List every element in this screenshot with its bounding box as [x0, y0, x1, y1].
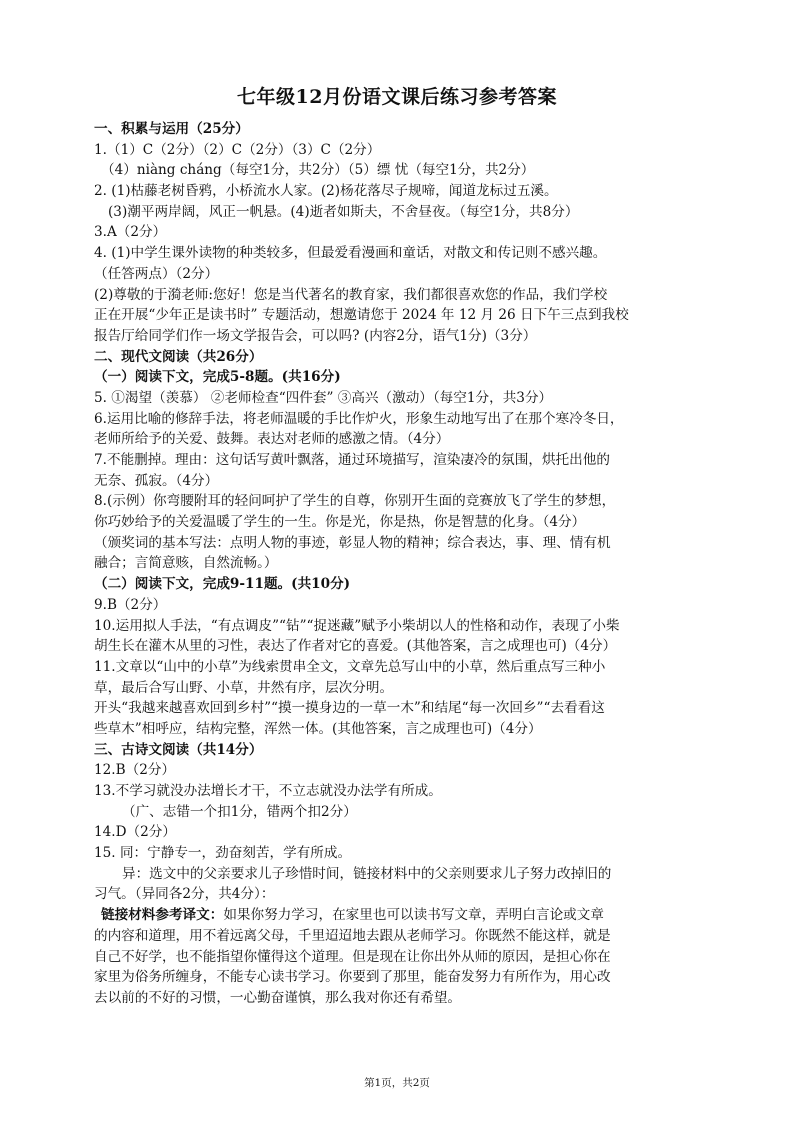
answer-line: 15. 同：宁静专一，劲奋刻苦，学有所成。	[94, 845, 352, 862]
answer-line: 14.D（2分）	[94, 824, 176, 841]
answer-line: 融合；言简意赅，自然流畅。）	[94, 555, 278, 572]
answer-line: 异：选文中的父亲要求儿子珍惜时间，链接材料中的父亲则要求儿子努力改掉旧的	[122, 865, 612, 882]
answer-line: 草，最后合写山野、小草，井然有序，层次分明。	[94, 679, 394, 696]
answer-line: 10.运用拟人手法，“有点调皮”“钻”“捉迷藏”赋予小柴胡以人的性格和动作，表现了小柴	[94, 617, 620, 634]
translation-line	[94, 905, 704, 926]
translation-text: 如果你努力学习，在家里也可以读书写文章，弄明白言论或文章	[223, 907, 604, 924]
translation-line: 自己不好学，也不能指望你懂得这个道理。但是现在让你出外从师的原因，是担心你在	[94, 948, 611, 965]
answer-body	[94, 119, 704, 1009]
answer-line: 3.A（2分）	[94, 224, 167, 241]
answer-line: 些草木”相呼应，结构完整，浑然一体。(其他答案，言之成理也可)（4分）	[94, 720, 542, 737]
answer-line: 胡生长在灌木从里的习性，表达了作者对它的喜爱。(其他答案，言之成理也可)（4分）	[94, 638, 617, 655]
answer-line: 12.B（2分）	[94, 762, 176, 779]
answer-line: 11.文章以“山中的小草”为线索贯串全文，文章先总写山中的小草，然后重点写三种小	[94, 658, 606, 675]
translation-line: 去以前的不好的习惯，一心勤奋谨慎，那么我对你还有希望。	[94, 989, 462, 1006]
subsection-heading-2: （二）阅读下文，完成9-11题。(共10分)	[94, 576, 351, 593]
answer-line: （颁奖词的基本写法：点明人物的事迹，彰显人物的精神；综合表达，事、理、情有机	[94, 534, 611, 551]
answer-line: 5. ①渴望（羡慕） ②老师检查“四件套” ③高兴（激动）（每空1分，共3分）	[94, 389, 553, 406]
answer-line: 你巧妙给予的关爱温暖了学生的一生。你是光，你是热，你是智慧的化身。（4分）	[94, 514, 586, 531]
subsection-heading-1: （一）阅读下文，完成5-8题。(共16分)	[94, 369, 341, 386]
answer-line: 正在开展“少年正是读书时” 专题活动，想邀请您于 2024 年 12 月 26 日下午三点到我校	[94, 307, 629, 324]
answer-line: 9.B（2分）	[94, 596, 167, 613]
page-footer: 第1页，共2页	[364, 1077, 430, 1089]
section-heading-1: 一、积累与运用（25分）	[94, 121, 249, 137]
translation-line: 的内容和道理，用不着远离父母，千里迢迢地去跟从老师学习。你既然不能这样，就是	[94, 927, 611, 944]
answer-line: （4）niàng cháng（每空1分，共2分）（5）缥 忧（每空1分，共2分）	[101, 162, 535, 179]
answer-line: （任答两点）（2分）	[94, 265, 219, 282]
answer-line: 无奈、孤寂。（4分）	[94, 472, 219, 489]
answer-line: 6.运用比喻的修辞手法，将老师温暖的手比作炉火，形象生动地写出了在那个寒冷冬日，	[94, 410, 624, 427]
answer-line: 8.(示例）你弯腰附耳的轻问呵护了学生的自尊，你别开生面的竞赛放飞了学生的梦想，	[94, 493, 616, 510]
section-heading-2: 二、现代文阅读（共26分）	[94, 348, 263, 365]
answer-line: 4. (1)中学生课外读物的种类较多，但最爱看漫画和童话，对散文和传记则不感兴趣。	[94, 245, 607, 262]
answer-line: 报告厅给同学们作一场文学报告会，可以吗? (内容2分，语气1分)（3分）	[94, 327, 537, 344]
answer-line: （广、志错一个扣1分，错两个扣2分）	[122, 803, 357, 820]
answer-line: 习气。（异同各2分，共4分）：	[94, 886, 275, 903]
section-heading-3: 三、古诗文阅读（共14分）	[94, 741, 263, 758]
translation-label: 链接材料参考译文：	[101, 907, 224, 924]
answer-line: 7.不能删掉。理由：这句话写黄叶飘落，通过环境描写，渲染凄冷的氛围，烘托出他的	[94, 452, 610, 468]
answer-line: 开头“我越来越喜欢回到乡村”“摸一摸身边的一草一木”和结尾“每一次回乡”“去看看这	[94, 700, 605, 717]
answer-line: (2)尊敬的于漪老师:您好！您是当代著名的教育家，我们都很喜欢您的作品，我们学校	[94, 286, 608, 303]
document-title: 七年级12月份语文课后练习参考答案	[237, 86, 557, 108]
answer-line: (3)潮平两岸阔，风正一帆悬。(4)逝者如斯夫，不舍昼夜。（每空1分，共8分）	[108, 203, 579, 220]
translation-line: 家里为俗务所缠身，不能专心读书学习。你要到了那里，能奋发努力有所作为，用心改	[94, 969, 611, 986]
answer-line: 13.不学习就没办法增长才干，不立志就没办法学有所成。	[94, 783, 442, 799]
answer-line: 2. (1)枯藤老树昏鸦，小桥流水人家。(2)杨花落尽子规啼，闻道龙标过五溪。	[94, 183, 558, 200]
answer-line: 1.（1）C（2分）（2）C（2分）（3）C（2分）	[94, 141, 381, 158]
answer-line: 老师所给予的关爱、鼓舞。表达对老师的感激之情。（4分）	[94, 431, 450, 448]
